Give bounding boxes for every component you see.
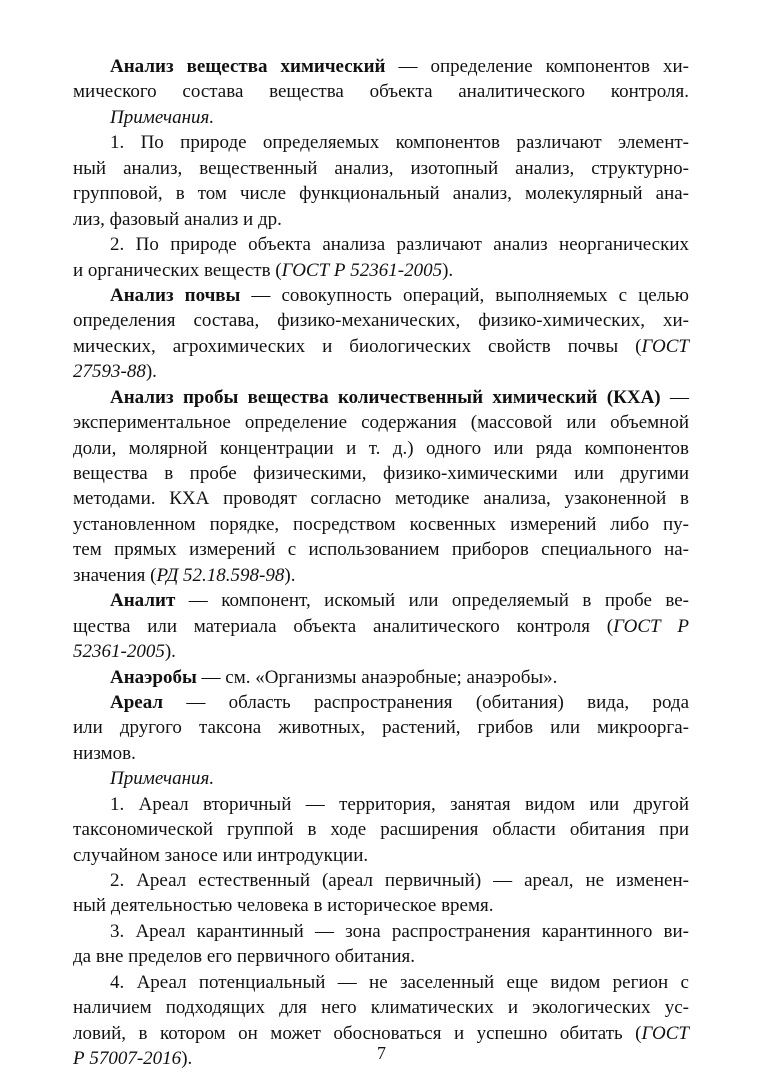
text-line: Ареал — область распространения (обитания) вида, рода: [110, 691, 689, 713]
text-line: групповой, в том числе функциональный анализ, молекулярный ана-: [73, 183, 689, 205]
text-line: 2. Ареал естественный (ареал первичный) — ареал, не изменен-: [110, 870, 689, 891]
text-line: 2. По природе объекта анализа различают анализ неорганических: [110, 234, 689, 256]
text-line: Анализ вещества химический — определение компонентов хи-: [110, 56, 689, 77]
text-line: мического состава вещества объекта аналитического контроля.: [73, 81, 689, 103]
text-line: Анаэробы — см. «Организмы анаэробные; анаэробы».: [110, 666, 558, 688]
text-line: 3. Ареал карантинный — зона распространения карантинного ви-: [110, 920, 689, 942]
notes-label: Примечания.: [110, 106, 215, 128]
text-line: ный деятельностью человека в историческое время.: [73, 895, 494, 917]
text-line: экспериментальное определение содержания (массовой или объемной: [73, 412, 689, 434]
text-line: ловий, в котором он может обосноваться и успешно обитать (ГОСТ: [73, 1022, 689, 1044]
glossary-text: [73, 54, 689, 1072]
page-number: 7: [377, 1043, 386, 1063]
standard-reference: 52361-2005: [73, 641, 165, 663]
text-line: тем прямых измерений с использованием приборов специального на-: [73, 539, 689, 561]
standard-reference: ГОСТ Р: [613, 615, 690, 637]
text-line: наличием подходящих для него климатических и экологических ус-: [73, 997, 689, 1019]
text-line: вещества в пробе физическими, физико-химическими или другими: [73, 463, 689, 484]
standard-reference: ГОСТ Р 52361-2005: [281, 259, 443, 281]
standard-reference: 27593-88: [73, 361, 146, 383]
text-line: определения состава, физико-механических, физико-химических, хи-: [73, 310, 689, 332]
text-line: 27593-88).: [73, 361, 157, 383]
standard-reference: РД 52.18.598-98: [156, 564, 285, 586]
standard-reference: Р 57007-2016: [73, 1048, 182, 1070]
standard-reference: ГОСТ: [641, 1022, 689, 1044]
term-heading: Анализ почвы: [110, 284, 241, 306]
standard-reference: ГОСТ: [641, 335, 689, 357]
text-line: да вне пределов его первичного обитания.: [73, 946, 415, 968]
text-line: низмов.: [73, 742, 136, 764]
text-line: Аналит — компонент, искомый или определяемый в пробе ве-: [110, 590, 689, 612]
text-line: 52361-2005).: [73, 641, 176, 663]
text-line: Р 57007-2016).: [73, 1048, 193, 1070]
text-line: 4. Ареал потенциальный — не заселенный еще видом регион с: [110, 971, 689, 993]
term-heading: Анализ вещества химический: [110, 56, 386, 77]
text-line: 1. Ареал вторичный — территория, занятая видом или другой: [110, 793, 689, 815]
text-line: методами. КХА проводят согласно методике анализа, узаконенной в: [73, 488, 689, 510]
text-line: Анализ пробы вещества количественный химический (КХА) —: [110, 386, 689, 408]
text-line: лиз, фазовый анализ и др.: [73, 208, 282, 230]
text-line: случайном заносе или интродукции.: [73, 844, 369, 866]
text-line: Анализ почвы — совокупность операций, выполняемых с целью: [110, 284, 690, 306]
text-line: значения (РД 52.18.598-98).: [73, 564, 296, 586]
text-line: таксономической группой в ходе расширения области обитания при: [73, 819, 689, 841]
text-line: 1. По природе определяемых компонентов различают элемент-: [110, 132, 689, 154]
text-line: или другого таксона животных, растений, грибов или микроорга-: [73, 717, 689, 739]
term-heading: Ареал: [110, 691, 164, 713]
text-line: и органических веществ (ГОСТ Р 52361-2005).: [73, 259, 454, 281]
text-line: мических, агрохимических и биологических свойств почвы (ГОСТ: [73, 335, 689, 357]
text-line: доли, молярной концентрации и т. д.) одного или ряда компонентов: [73, 437, 689, 459]
term-heading: Аналит: [110, 590, 176, 612]
text-line: ный анализ, вещественный анализ, изотопный анализ, структурно-: [73, 157, 689, 179]
notes-label: Примечания.: [110, 768, 215, 790]
term-heading: Анаэробы: [110, 666, 197, 688]
text-line: установленном порядке, посредством косвенных измерений либо пу-: [73, 513, 689, 535]
term-heading: Анализ пробы вещества количественный химический (КХА): [110, 386, 661, 408]
text-line: щества или материала объекта аналитического контроля (ГОСТ Р: [73, 615, 690, 637]
